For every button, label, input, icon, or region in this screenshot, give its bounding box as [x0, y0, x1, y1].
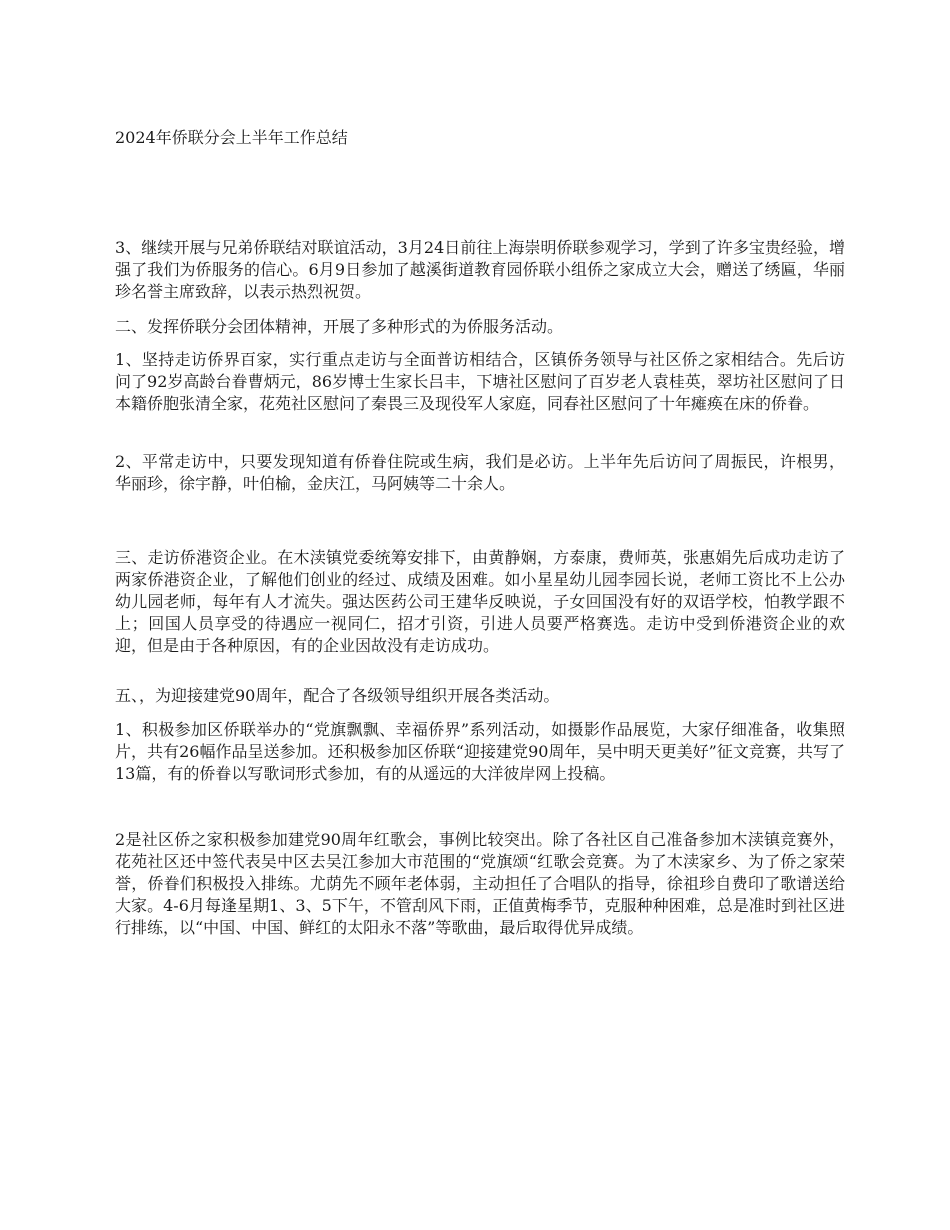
paragraph-photo-essay-activities: 1、积极参加区侨联举办的“党旗飘飘、幸福侨界”系列活动，如摄影作品展览，大家仔细准备，收集照片，共有26幅作品呈送参加。还积极参加区侨联“迎接建党90周年，吴中明天更美好”征文竞赛，共写了13篇，有的侨眷以写歌词形式参加，有的从遥远的大洋彼岸网上投稿。: [115, 720, 845, 783]
paragraph-block-4: [115, 451, 845, 495]
section-heading-5: 五、，为迎接建党90周年，配合了各级领导组织开展各类活动。: [115, 686, 560, 705]
document-title: 2024年侨联分会上半年工作总结: [115, 128, 348, 147]
paragraph-block-7: [115, 719, 845, 785]
paragraph-enterprise-visits: 三、走访侨港资企业。在木渎镇党委统筹安排下，由黄静娴，方泰康，费师英，张惠娟先后成功走访了两家侨港资企业，了解他们创业的经过、成绩及困难。如小星星幼儿园李园长说，老师工资比不上公办幼儿园老师，每年有人才流失。强达医药公司王建华反映说，子女回国没有好的双语学校，怕教学跟不上；回国人员享受的待遇应一视同仁，招才引资，引进人员要严格赛选。走访中受到侨港资企业的欢迎，但是由于各种原因，有的企业因故没有走访成功。: [115, 548, 845, 655]
paragraph-block-5: [115, 547, 845, 657]
paragraph-hospital-visits: 2、平常走访中，只要发现知道有侨眷住院或生病，我们是必访。上半年先后访问了周振民，许根男，华丽珍，徐宇静，叶伯榆，金庆江，马阿姨等二十余人。: [115, 452, 845, 493]
paragraph-home-visits: 1、坚持走访侨界百家，实行重点走访与全面普访相结合，区镇侨务领导与社区侨之家相结合。先后访问了92岁高龄台眷曹炳元，86岁博士生家长吕丰，下塘社区慰问了百岁老人袁桂英，翠坊社区慰问了日本籍侨胞张清全家，花苑社区慰问了秦畏三及现役军人家庭，同春社区慰问了十年瘫痪在床的侨眷。: [115, 350, 845, 413]
paragraph-red-song-concert: 2是社区侨之家积极参加建党90周年红歌会，事例比较突出。除了各社区自己准备参加木渎镇竞赛外，花苑社区还中签代表吴中区去吴江参加大市范围的“党旗颂“红歌会竞赛。为了木渎家乡、为了侨之家荣誉，侨眷们积极投入排练。尤荫先不顾年老体弱，主动担任了合唱队的指导，徐祖珍自费印了歌谱送给大家。4-6月每逢星期1、3、5下午，不管刮风下雨，正值黄梅季节，克服种种困难，总是准时到社区进行排练，以“中国、中国、鲜红的太阳永不落”等歌曲，最后取得优异成绩。: [115, 830, 845, 937]
section-heading-2: 二、发挥侨联分会团体精神，开展了多种形式的为侨服务活动。: [115, 317, 564, 336]
paragraph-block-1: [115, 237, 845, 303]
paragraph-block-6: [115, 685, 845, 707]
paragraph-block-2: [115, 316, 845, 338]
paragraph-exchange-visits: 3、继续开展与兄弟侨联结对联谊活动，3月24日前往上海崇明侨联参观学习，学到了许多宝贵经验，增强了我们为侨服务的信心。6月9日参加了越溪街道教育园侨联小组侨之家成立大会，赠送了绣匾，华丽珍名誉主席致辞，以表示热烈祝贺。: [115, 238, 845, 301]
paragraph-block-8: [115, 829, 845, 939]
paragraph-block-3: [115, 349, 845, 415]
